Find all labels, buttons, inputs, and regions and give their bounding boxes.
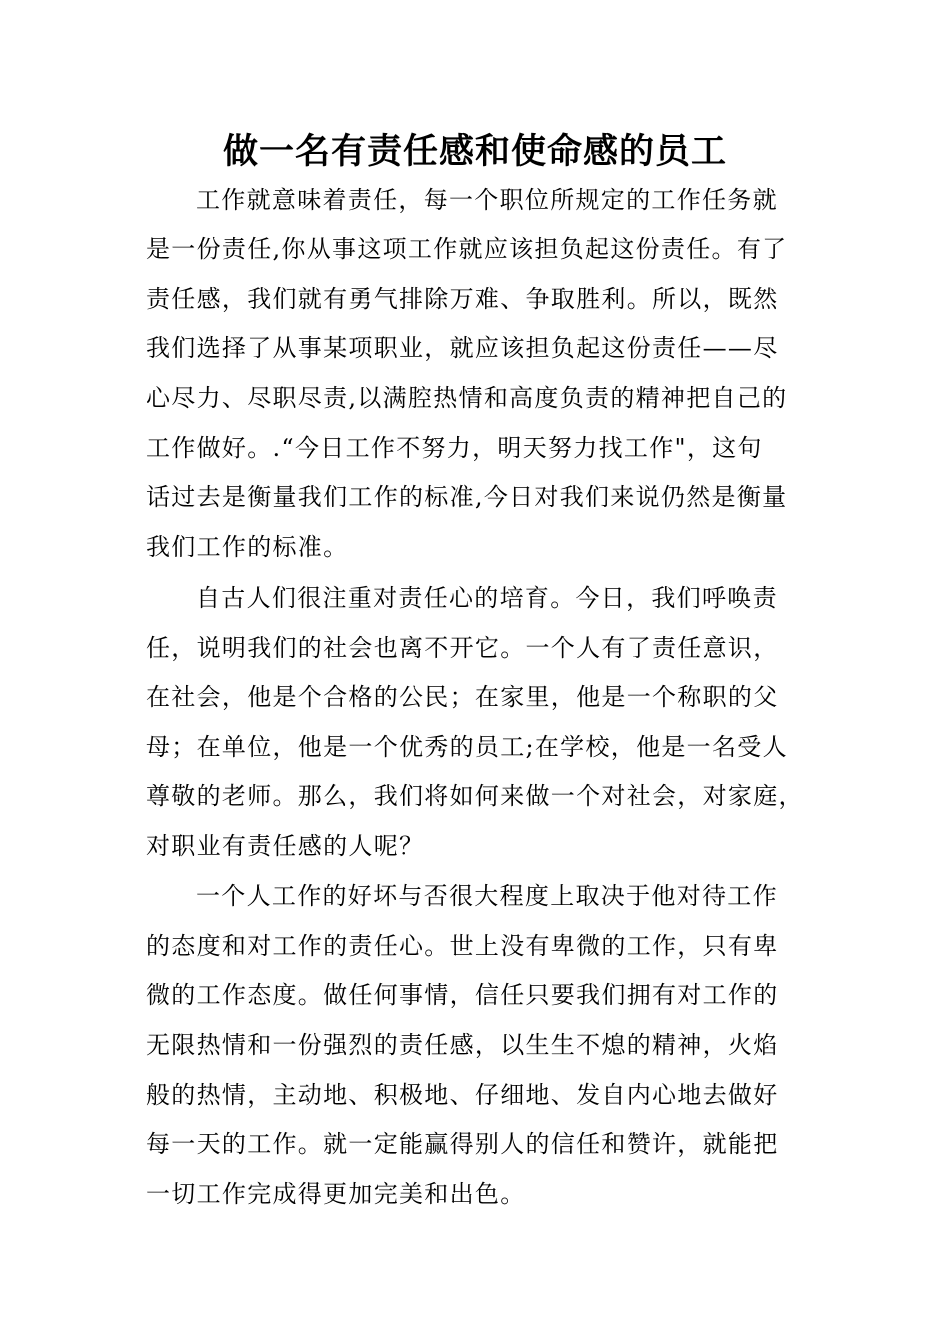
paragraph-line: 自古人们很注重对责任心的培育。今日，我们呼唤责 bbox=[196, 584, 778, 612]
document-title: 做一名有责任感和使命感的员工 bbox=[222, 131, 727, 172]
paragraph-line: 一切工作完成得更加完美和出色。 bbox=[146, 1180, 526, 1208]
paragraph-line: 心尽力、尽职尽责,以满腔热情和高度负责的精神把自己的 bbox=[146, 384, 788, 412]
paragraph-line: 微的工作态度。做任何事情，信任只要我们拥有对工作的 bbox=[146, 981, 779, 1009]
paragraph-line: 话过去是衡量我们工作的标准,今日对我们来说仍然是衡量 bbox=[146, 483, 788, 511]
paragraph-line: 工作做好。.“今日工作不努力，明天努力找工作"，这句 bbox=[146, 434, 763, 462]
paragraph-line: 工作就意味着责任，每一个职位所规定的工作任务就 bbox=[196, 186, 778, 214]
paragraph-line: 无限热情和一份强烈的责任感，以生生不熄的精神，火焰 bbox=[146, 1031, 779, 1059]
paragraph-line: 我们工作的标准。 bbox=[146, 533, 349, 561]
paragraph-line: 责任感，我们就有勇气排除万难、争取胜利。所以，既然 bbox=[146, 285, 779, 313]
paragraph-line: 任，说明我们的社会也离不开它。一个人有了责任意识， bbox=[146, 634, 779, 662]
paragraph-line: 一个人工作的好坏与否很大程度上取决于他对待工作 bbox=[196, 882, 778, 910]
paragraph-line: 每一天的工作。就一定能赢得别人的信任和赞许，就能把 bbox=[146, 1130, 779, 1158]
paragraph-line: 母；在单位，他是一个优秀的员工;在学校，他是一名受人 bbox=[146, 733, 788, 761]
paragraph-line: 尊敬的老师。那么，我们将如何来做一个对社会，对家庭， bbox=[146, 782, 804, 810]
paragraph-line: 对职业有责任感的人呢？ bbox=[146, 832, 425, 860]
paragraph-line: 的态度和对工作的责任心。世上没有卑微的工作，只有卑 bbox=[146, 932, 779, 960]
paragraph-line: 般的热情，主动地、积极地、仔细地、发自内心地去做好 bbox=[146, 1081, 779, 1109]
paragraph-line: 在社会，他是个合格的公民；在家里，他是一个称职的父 bbox=[146, 683, 779, 711]
paragraph-line: 是一份责任,你从事这项工作就应该担负起这份责任。有了 bbox=[146, 235, 788, 263]
paragraph-line: 我们选择了从事某项职业，就应该担负起这份责任——尽 bbox=[146, 334, 779, 362]
